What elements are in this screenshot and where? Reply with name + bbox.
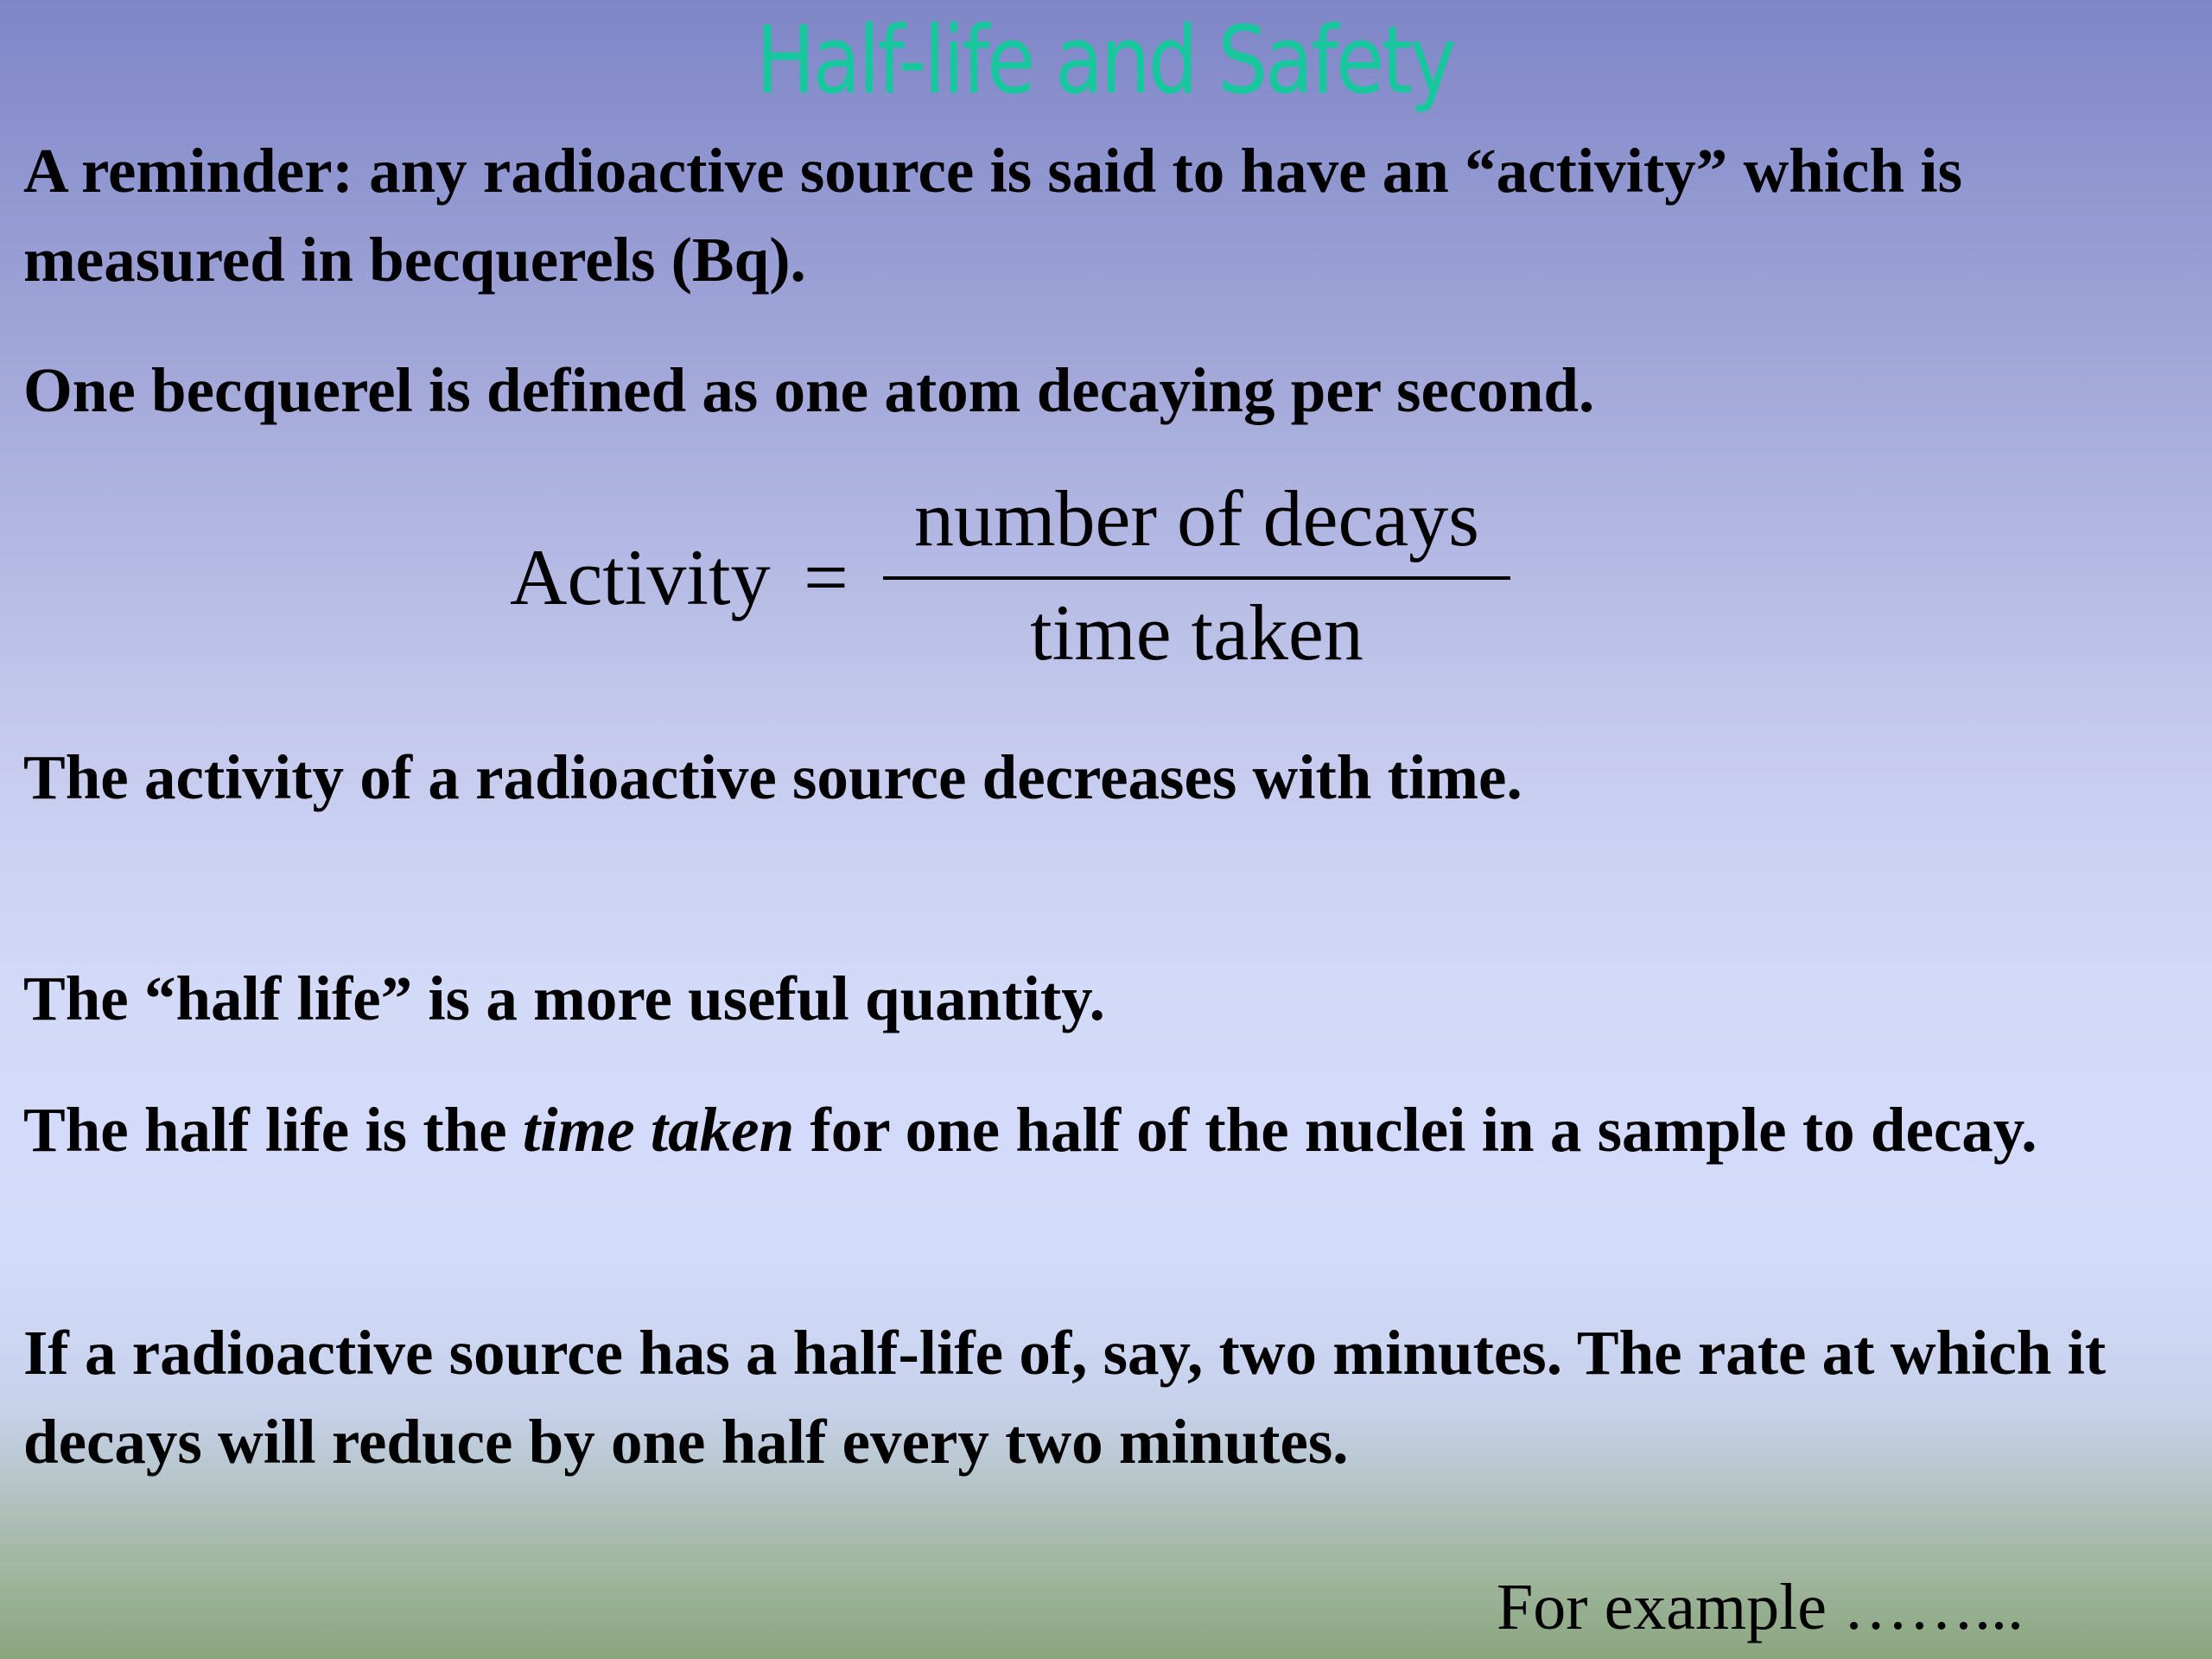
for-example-note: For example ……... bbox=[1497, 1571, 2024, 1643]
equation-denominator: time taken bbox=[1030, 588, 1363, 677]
equation-lhs: Activity bbox=[510, 533, 771, 621]
becquerel-definition: One becquerel is defined as one atom decaying per second. bbox=[23, 355, 1595, 425]
definition-text-end: for one half of the nuclei in a sample to decay. bbox=[794, 1095, 2037, 1165]
activity-decreases-paragraph: The activity of a radioactive source decreases with time. bbox=[23, 742, 1522, 812]
activity-equation bbox=[510, 467, 1529, 683]
half-life-intro-paragraph: The “half life” is a more useful quantity. bbox=[23, 963, 1105, 1033]
emphasis-time-taken: time taken bbox=[522, 1095, 795, 1165]
slide-title: Half-life and Safety bbox=[755, 7, 1454, 115]
equals-sign: = bbox=[804, 533, 849, 621]
half-life-definition-paragraph bbox=[23, 1085, 2183, 1174]
equation-numerator: number of decays bbox=[914, 474, 1479, 563]
definition-text-start: The half life is the bbox=[23, 1095, 523, 1165]
example-rate-paragraph: If a radioactive source has a half-life of, say, two minutes. The rate at which it decays will reduce by one half every two minutes. bbox=[23, 1318, 2107, 1477]
fraction-bar bbox=[883, 576, 1510, 580]
reminder-paragraph: A reminder: any radioactive source is said to have an “activity” which is measured in becquerels (Bq). bbox=[23, 136, 1963, 295]
